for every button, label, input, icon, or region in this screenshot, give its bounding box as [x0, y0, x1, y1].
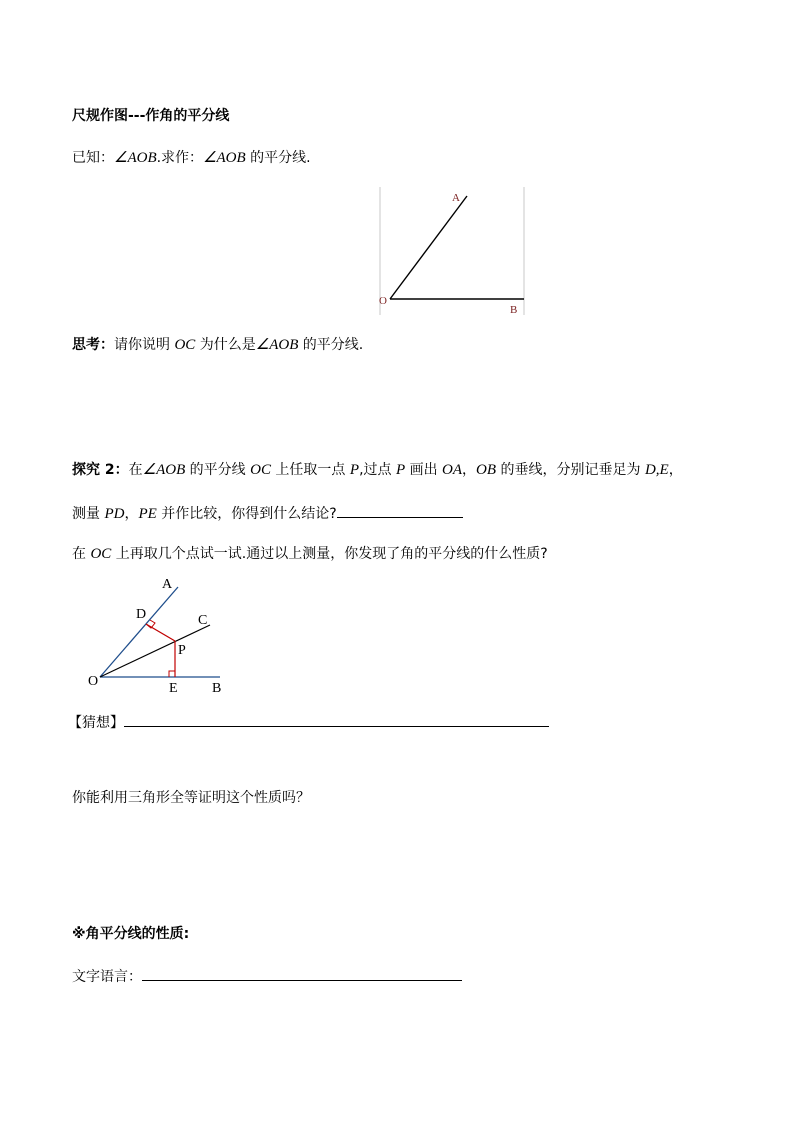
- text-language-line: [72, 965, 462, 987]
- think-text-2: 为什么是: [195, 337, 256, 353]
- label-c: C: [198, 613, 208, 628]
- given-prefix: 已知：: [72, 150, 114, 166]
- explore2-line-1: [72, 460, 683, 480]
- label-a: A: [162, 577, 173, 592]
- explore2-de: D,E: [644, 462, 669, 478]
- text-language-label: 文字语言：: [72, 969, 142, 985]
- explore2-text: 并作比较，你得到什么结论?: [156, 506, 337, 522]
- explore2-text: 测量: [72, 506, 105, 522]
- explore2-oc: OC: [250, 462, 271, 478]
- explore2-text: ，: [124, 506, 139, 522]
- property-title: ※角平分线的性质:: [72, 926, 190, 942]
- think-question: [72, 335, 363, 355]
- label-b: B: [510, 304, 518, 316]
- given-mid: .求作：: [156, 150, 204, 166]
- think-oc: OC: [174, 337, 196, 353]
- think-text-1: 请你说明: [114, 337, 175, 353]
- label-o: O: [379, 295, 387, 307]
- explore2-p: P: [349, 462, 360, 478]
- explore2-label: 探究 2：: [72, 462, 129, 478]
- explore2-text: ，: [462, 462, 477, 478]
- explore2-text: 画出: [405, 462, 443, 478]
- right-angle-mark-e: [169, 671, 175, 677]
- explore2-text: 上任取一点: [270, 462, 350, 478]
- explore2-text: ,过点: [359, 462, 396, 478]
- guess-label: 【猜想】: [68, 715, 124, 731]
- given-statement: [72, 148, 311, 168]
- answer-blank-conclusion[interactable]: [337, 502, 463, 518]
- explore2-line-2: [72, 502, 463, 524]
- explore2-oa: OA: [442, 462, 463, 478]
- given-angle-2: ∠AOB: [203, 150, 246, 166]
- explore2-ob: OB: [476, 462, 497, 478]
- page-title: 尺规作图---作角的平分线: [72, 108, 230, 124]
- label-d: D: [136, 607, 147, 622]
- given-angle-1: ∠AOB: [114, 150, 157, 166]
- explore2-p: P: [395, 462, 406, 478]
- explore2-text: 上再取几个点试一试.通过以上测量，你发现了角的平分线的什么性质?: [111, 546, 548, 562]
- label-b: B: [212, 681, 222, 696]
- answer-blank-text-language[interactable]: [142, 965, 462, 981]
- ray-oc: [100, 625, 210, 677]
- think-angle: ∠AOB: [255, 337, 299, 353]
- angle-aob-figure: [370, 185, 535, 320]
- bisector-figure: [85, 572, 235, 697]
- label-a: A: [452, 192, 460, 204]
- explore2-text: 在: [72, 546, 91, 562]
- answer-blank-guess[interactable]: [124, 711, 549, 727]
- explore2-text: 的平分线: [185, 462, 251, 478]
- explore2-text: ，: [668, 462, 683, 478]
- explore2-angle: ∠AOB: [142, 462, 186, 478]
- label-e: E: [169, 681, 178, 696]
- label-p: P: [178, 643, 186, 658]
- think-label: 思考: [72, 337, 100, 353]
- explore2-line-3: [72, 544, 548, 564]
- think-colon: ：: [100, 337, 114, 353]
- explore2-pe: PE: [138, 506, 157, 522]
- given-suffix: 的平分线.: [245, 150, 311, 166]
- ray-oa: [390, 196, 467, 299]
- guess-line: [68, 711, 549, 733]
- proof-question: 你能利用三角形全等证明这个性质吗？: [72, 790, 310, 806]
- explore2-pd: PD: [104, 506, 125, 522]
- label-o: O: [88, 674, 99, 689]
- explore2-text: 在: [128, 462, 143, 478]
- think-text-3: 的平分线.: [298, 337, 364, 353]
- ray-oa: [100, 587, 178, 677]
- explore2-text: 的垂线，分别记垂足为: [496, 462, 645, 478]
- explore2-oc-2: OC: [90, 546, 112, 562]
- segment-pd: [146, 624, 175, 641]
